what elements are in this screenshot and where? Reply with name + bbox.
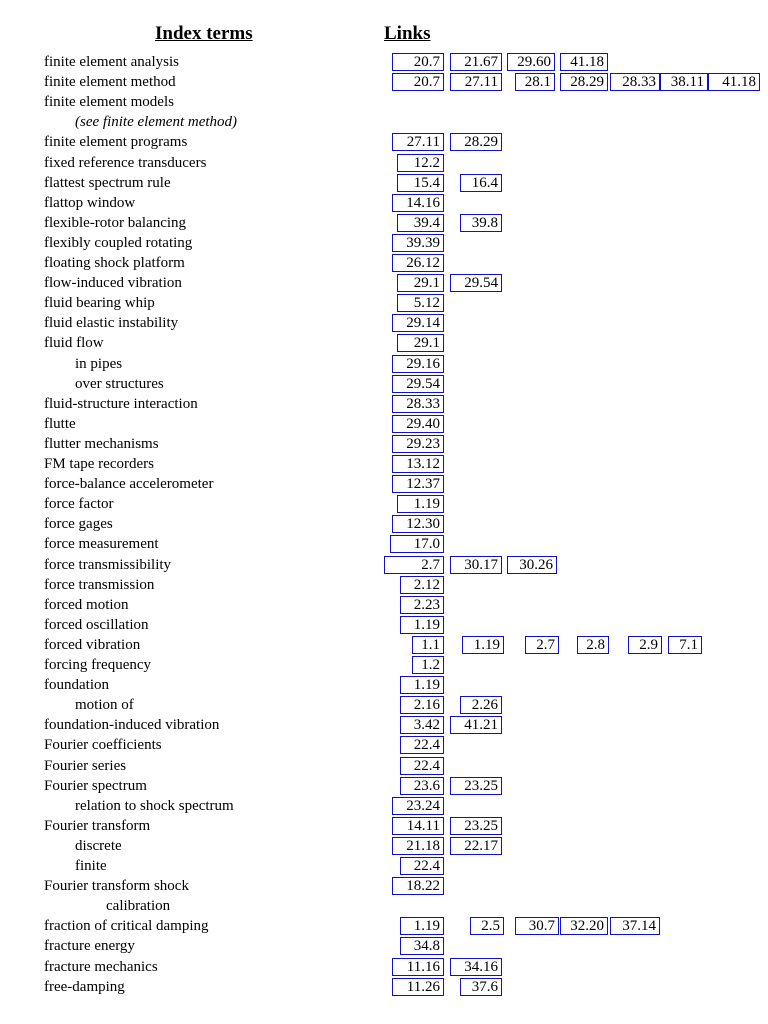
page-link[interactable]: 22.4 bbox=[400, 757, 444, 775]
index-term: FM tape recorders bbox=[44, 456, 154, 472]
page-link[interactable]: 2.23 bbox=[400, 596, 444, 614]
page-link[interactable]: 22.4 bbox=[400, 857, 444, 875]
page-link[interactable]: 1.19 bbox=[400, 676, 444, 694]
page-link[interactable]: 27.11 bbox=[392, 133, 444, 151]
page-link[interactable]: 1.19 bbox=[397, 495, 444, 513]
page-link[interactable]: 38.11 bbox=[660, 73, 708, 91]
page-link[interactable]: 39.4 bbox=[397, 214, 444, 232]
page-link[interactable]: 22.17 bbox=[450, 837, 502, 855]
index-term: Fourier transform bbox=[44, 817, 151, 834]
index-term: flutte bbox=[44, 415, 76, 432]
page-link[interactable]: 16.4 bbox=[460, 174, 502, 192]
page-link[interactable]: 15.4 bbox=[397, 174, 444, 192]
page-link[interactable]: 29.1 bbox=[397, 274, 444, 292]
index-subterm: calibration bbox=[106, 898, 171, 915]
page-link[interactable]: 14.11 bbox=[392, 817, 444, 835]
page-link[interactable]: 12.2 bbox=[397, 154, 444, 172]
page-link[interactable]: 20.7 bbox=[392, 73, 444, 91]
index-subterm: motion of bbox=[75, 697, 134, 714]
index-term: fluid elastic instability bbox=[44, 315, 179, 332]
page-link[interactable]: 28.1 bbox=[515, 73, 555, 91]
page-link[interactable]: 21.18 bbox=[392, 837, 444, 855]
page-link[interactable]: 2.5 bbox=[470, 917, 504, 935]
page-link[interactable]: 1.2 bbox=[412, 656, 444, 674]
index-term: Fourier coefficients bbox=[44, 737, 162, 754]
index-term: flattest spectrum rule bbox=[44, 174, 171, 191]
index-term: force transmissibility bbox=[44, 556, 172, 573]
index-subterm: finite bbox=[75, 858, 107, 874]
index-term: fracture energy bbox=[44, 938, 135, 955]
page-link[interactable]: 18.22 bbox=[392, 877, 444, 895]
index-term: fixed reference transducers bbox=[44, 154, 207, 171]
page-link[interactable]: 12.37 bbox=[392, 475, 444, 493]
index-term: forced vibration bbox=[44, 636, 141, 653]
page-link[interactable]: 32.20 bbox=[560, 917, 608, 935]
page-link[interactable]: 29.54 bbox=[450, 274, 502, 292]
index-term: Fourier spectrum bbox=[44, 777, 147, 794]
index-term: flattop window bbox=[44, 194, 136, 211]
page-link[interactable]: 29.23 bbox=[392, 435, 444, 453]
page-link[interactable]: 1.1 bbox=[412, 636, 444, 654]
index-subterm: (see finite element method) bbox=[75, 114, 238, 131]
page-link[interactable]: 39.39 bbox=[392, 234, 444, 252]
index-term: Fourier series bbox=[44, 757, 127, 774]
index-term: fluid bearing whip bbox=[44, 295, 155, 312]
index-term: fraction of critical damping bbox=[44, 918, 209, 935]
page-link[interactable]: 30.7 bbox=[515, 917, 559, 935]
index-term: Fourier transform shock bbox=[44, 878, 189, 895]
page-link[interactable]: 29.60 bbox=[507, 53, 555, 71]
index-term: flexible-rotor balancing bbox=[44, 214, 187, 231]
index-term: force-balance accelerometer bbox=[44, 476, 214, 493]
index-term: fluid-structure interaction bbox=[44, 395, 198, 412]
page-link[interactable]: 29.54 bbox=[392, 375, 444, 393]
page-link[interactable]: 37.14 bbox=[610, 917, 660, 935]
page-link[interactable]: 28.29 bbox=[560, 73, 608, 91]
index-term: forced motion bbox=[44, 596, 129, 613]
page-link[interactable]: 2.16 bbox=[400, 696, 444, 714]
page-link[interactable]: 39.8 bbox=[460, 214, 502, 232]
page-link[interactable]: 29.14 bbox=[392, 314, 444, 332]
page-link[interactable]: 29.40 bbox=[392, 415, 444, 433]
page-link[interactable]: 2.9 bbox=[628, 636, 662, 654]
index-term: flutter mechanisms bbox=[44, 435, 159, 452]
page-link[interactable]: 5.12 bbox=[397, 294, 444, 312]
page-link[interactable]: 29.16 bbox=[392, 355, 444, 373]
page-link[interactable]: 11.26 bbox=[392, 978, 444, 996]
index-term: finite element analysis bbox=[44, 54, 179, 70]
page-link[interactable]: 2.12 bbox=[400, 576, 444, 594]
page-link[interactable]: 11.16 bbox=[392, 958, 444, 976]
index-term: finite element programs bbox=[44, 134, 188, 151]
index-term: foundation-induced vibration bbox=[44, 717, 220, 734]
index-term: force measurement bbox=[44, 536, 159, 553]
page-link[interactable]: 41.21 bbox=[450, 716, 502, 734]
index-subterm: over structures bbox=[75, 375, 164, 392]
page-link[interactable]: 27.11 bbox=[450, 73, 502, 91]
page-link[interactable]: 2.7 bbox=[384, 556, 444, 574]
index-term: fluid flow bbox=[44, 335, 104, 352]
links-header: Links bbox=[384, 23, 431, 44]
page-link[interactable]: 13.12 bbox=[392, 455, 444, 473]
index-term: floating shock platform bbox=[44, 255, 185, 271]
index-term: force transmission bbox=[44, 576, 155, 593]
page-link[interactable]: 17.0 bbox=[390, 535, 444, 553]
index-term: flexibly coupled rotating bbox=[44, 234, 193, 251]
page-link[interactable]: 22.4 bbox=[400, 736, 444, 754]
page-link[interactable]: 7.1 bbox=[668, 636, 702, 654]
page-link[interactable]: 2.7 bbox=[525, 636, 559, 654]
index-term: foundation bbox=[44, 677, 109, 694]
index-term: finite element method bbox=[44, 74, 176, 91]
index-subterm: relation to shock spectrum bbox=[75, 797, 234, 814]
page-link[interactable]: 1.19 bbox=[400, 616, 444, 634]
page-link[interactable]: 28.29 bbox=[450, 133, 502, 151]
page-link[interactable]: 29.1 bbox=[397, 334, 444, 352]
page-link[interactable]: 34.8 bbox=[400, 937, 444, 955]
index-subterm: discrete bbox=[75, 837, 122, 854]
index-term: flow-induced vibration bbox=[44, 275, 182, 292]
index-subterm: in pipes bbox=[75, 355, 123, 372]
page-link[interactable]: 23.24 bbox=[392, 797, 444, 815]
page-link[interactable]: 14.16 bbox=[392, 194, 444, 212]
page-link[interactable]: 26.12 bbox=[392, 254, 444, 272]
page-link[interactable]: 30.17 bbox=[450, 556, 502, 574]
page-link[interactable]: 34.16 bbox=[450, 958, 502, 976]
page-link[interactable]: 21.67 bbox=[450, 53, 502, 71]
index-term: force factor bbox=[44, 496, 114, 513]
page-link[interactable]: 28.33 bbox=[392, 395, 444, 413]
index-term: force gages bbox=[44, 516, 113, 533]
page-link[interactable]: 23.25 bbox=[450, 817, 502, 835]
page-link[interactable]: 37.6 bbox=[460, 978, 502, 996]
index-term: free-damping bbox=[44, 978, 125, 995]
index-term: finite element models bbox=[44, 94, 174, 111]
page-link[interactable]: 28.33 bbox=[610, 73, 660, 91]
page-link[interactable]: 41.18 bbox=[708, 73, 760, 91]
page-link[interactable]: 1.19 bbox=[400, 917, 444, 935]
page-link[interactable]: 1.19 bbox=[462, 636, 504, 654]
page-link[interactable]: 23.25 bbox=[450, 777, 502, 795]
index-terms-header: Index terms bbox=[155, 23, 253, 44]
page-link[interactable]: 23.6 bbox=[400, 777, 444, 795]
page-link[interactable]: 3.42 bbox=[400, 716, 444, 734]
page-link[interactable]: 2.8 bbox=[577, 636, 609, 654]
index-term: forced oscillation bbox=[44, 616, 149, 633]
page-link[interactable]: 12.30 bbox=[392, 515, 444, 533]
page-link[interactable]: 41.18 bbox=[560, 53, 608, 71]
index-term: fracture mechanics bbox=[44, 958, 158, 975]
index-term: forcing frequency bbox=[44, 657, 152, 673]
page-link[interactable]: 20.7 bbox=[392, 53, 444, 71]
page-link[interactable]: 2.26 bbox=[460, 696, 502, 714]
page-link[interactable]: 30.26 bbox=[507, 556, 557, 574]
